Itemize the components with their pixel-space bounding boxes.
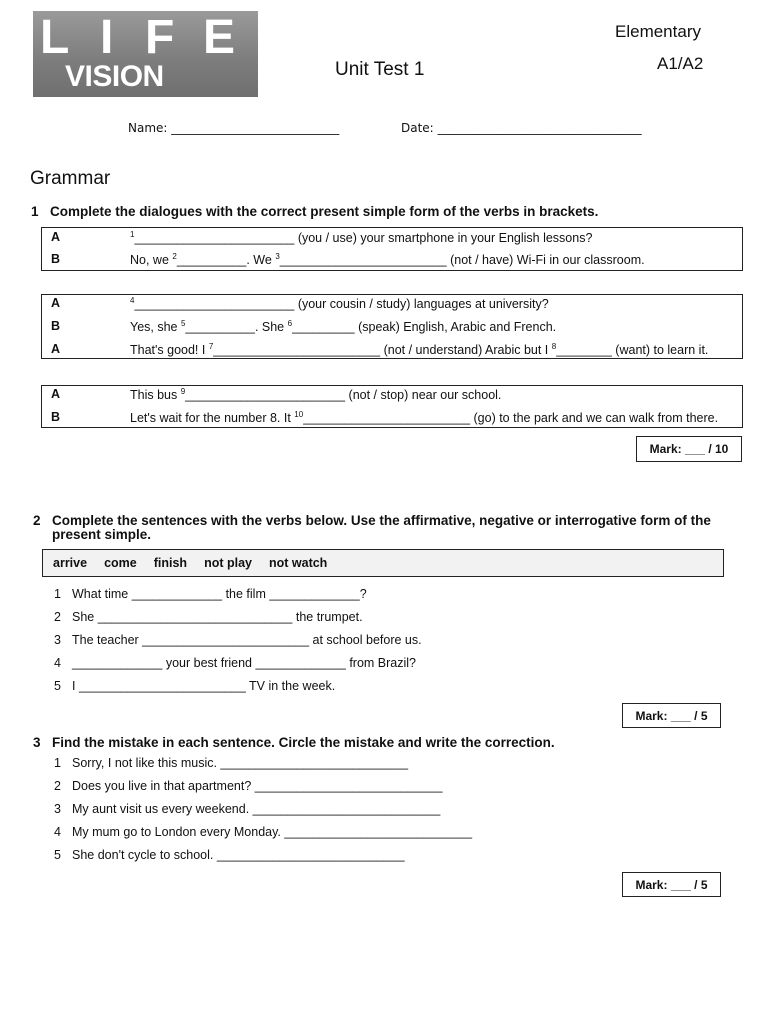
item-text: My mum go to London every Monday. ___________________________ [72,825,473,839]
dialogue-text[interactable]: No, we $^2$__________. We $^3$________________________ (not / have) Wi-Fi in our classroom. [130,252,645,267]
q2-instruction-line1: Complete the sentences with the verbs below. Use the affirmative, negative or interrogative form of the [52,513,711,528]
gap-number: 1 [130,230,135,239]
item-text: Does you live in that apartment? ___________________________ [72,779,443,793]
q3-heading [33,735,555,750]
item-number: 2 [54,610,61,624]
q3-mark-box[interactable]: Mark: ___ / 5 [622,872,721,897]
logo-vision: VISION [65,60,164,93]
dialogue-text[interactable]: That's good! I $^7$________________________ (not / understand) Arabic but I $^8$________ (want) to learn it. [130,342,709,357]
q3-item[interactable] [54,802,440,816]
gap-number: 7 [208,342,214,351]
word-bank-item: not play [204,556,252,570]
dialogue-text[interactable]: This bus $^9$_______________________ (not / stop) near our school. [130,387,502,402]
item-number: 1 [54,756,61,770]
speaker-label: B [51,410,61,424]
section-title: Grammar [30,168,111,189]
speaker-label: B [51,252,61,266]
word-bank-item: arrive [53,556,88,570]
name-label: Name: [128,121,168,135]
date-label: Date: [401,121,434,135]
q1-mark-box[interactable]: Mark: ___ / 10 [636,436,742,462]
gap-number: 8 [551,342,557,351]
life-vision-logo [33,11,258,97]
q3-instruction: Find the mistake in each sentence. Circle the mistake and write the correction. [52,735,555,750]
item-text: What time _____________ the film _____________? [72,587,367,601]
word-bank [42,549,724,577]
item-number: 1 [54,587,61,601]
speaker-label: A [51,387,61,401]
logo-letter-i: I [100,11,114,64]
item-number: 5 [54,848,61,862]
q2-item[interactable] [54,633,422,647]
dialogue-text[interactable]: Yes, she $^5$__________. She $^6$_________ (speak) English, Arabic and French. [130,319,557,334]
date-field[interactable] [401,121,642,135]
word-bank-item: finish [153,556,188,570]
item-number: 2 [54,779,61,793]
q2-item[interactable] [54,587,367,601]
gap-number: 4 [130,296,135,305]
speaker-label: B [51,319,61,333]
speaker-label: A [51,230,61,244]
q2-item[interactable] [54,610,363,624]
word-bank-item: come [104,556,137,570]
item-text: She don't cycle to school. ___________________________ [72,848,405,862]
dialogue-text[interactable]: $^1$_______________________ (you / use) your smartphone in your English lessons? [130,230,593,245]
item-text: She ____________________________ the trumpet. [72,610,363,624]
gap-number: 10 [294,410,304,419]
dialogue-text[interactable]: Let's wait for the number 8. It $^{10}$________________________ (go) to the park and we can walk from there. [130,410,719,425]
gap-number: 6 [287,319,293,328]
gap-number: 3 [275,252,280,261]
date-blank: __________________________________ [437,121,642,135]
q3-item[interactable] [54,756,408,770]
logo-letter-e: E [203,11,236,64]
page-title: Unit Test 1 [335,59,425,80]
q3-item[interactable] [54,825,472,839]
gap-number: 9 [180,387,186,396]
logo-top-row [33,11,258,64]
item-text: The teacher ________________________ at school before us. [72,633,422,647]
dialogue-box-3 [41,385,743,428]
grade-label: A1/A2 [657,54,704,73]
logo-letter-f: F [145,11,175,64]
item-number: 3 [54,802,61,816]
logo-letter-l: L [40,11,70,64]
dialogue-box-2 [41,294,743,359]
item-text: _____________ your best friend _____________ from Brazil? [72,656,417,670]
gap-number: 5 [180,319,186,328]
dialogue-text[interactable]: $^4$_______________________ (your cousin / study) languages at university? [130,296,549,311]
item-text: I ________________________ TV in the week. [72,679,336,693]
speaker-label: A [51,342,61,356]
item-number: 4 [54,656,61,670]
level-label: Elementary [615,22,701,41]
dialogue-box-1 [41,227,743,271]
q2-heading [33,513,711,528]
item-text: Sorry, I not like this music. ___________________________ [72,756,409,770]
q2-mark-box[interactable]: Mark: ___ / 5 [622,703,721,728]
gap-number: 2 [172,252,177,261]
q1-instruction: Complete the dialogues with the correct present simple form of the verbs in brackets. [50,204,599,219]
q1-number: 1 [31,204,39,219]
q2-item[interactable] [54,656,416,670]
q1-heading [31,204,598,219]
q2-item[interactable] [54,679,335,693]
item-number: 5 [54,679,61,693]
item-number: 4 [54,825,61,839]
q2-instruction-line2: present simple. [52,527,152,542]
q3-item[interactable] [54,848,405,862]
q3-number: 3 [33,735,41,750]
item-text: My aunt visit us every weekend. ___________________________ [72,802,441,816]
q3-item[interactable] [54,779,442,793]
word-bank-item: not watch [268,556,328,570]
item-number: 3 [54,633,61,647]
name-blank: ____________________________ [171,121,340,135]
speaker-label: A [51,296,61,310]
q2-number: 2 [33,513,41,528]
name-field[interactable] [128,121,339,135]
